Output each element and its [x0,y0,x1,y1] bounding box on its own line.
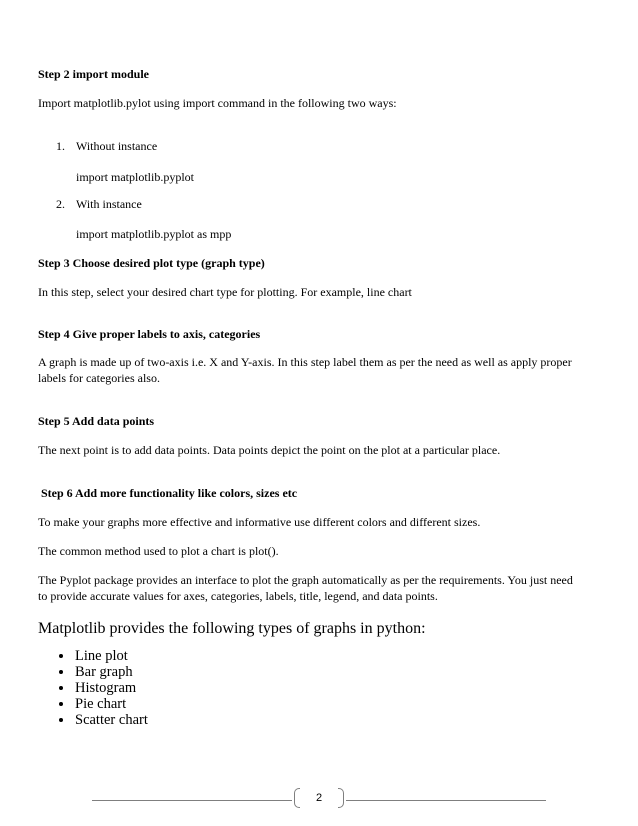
code-import-with-instance: import matplotlib.pyplot as mpp [76,227,232,241]
step6-text: To make your graphs more effective and informative use different colors and different sizes. [38,515,481,529]
list-item-label: Histogram [75,680,137,696]
step3-heading: Step 3 Choose desired plot type (graph type) [38,256,265,270]
list-item-label: Pie chart [75,696,127,712]
step4-text-line2: labels for categories also. [38,371,160,385]
page-number-bracket-left [294,788,300,808]
list-item-label: Without instance [76,139,158,153]
step4-heading: Step 4 Give proper labels to axis, categories [38,327,261,341]
step4-text-line1: A graph is made up of two-axis i.e. X and Y-axis. In this step label them as per the need as well as apply proper [38,355,572,369]
step5-heading: Step 5 Add data points [38,414,155,428]
list-item-label: Bar graph [75,664,133,680]
plot-method-text: The common method used to plot a chart is plot(). [38,544,279,558]
list-item-label: Line plot [75,648,128,664]
pyplot-text-line2: to provide accurate values for axes, categories, labels, title, legend, and data points. [38,589,438,603]
bullet-icon [59,686,63,690]
step2-heading: Step 2 import module [38,67,149,81]
footer-rule-right [346,800,546,801]
list-item-number: 2. [56,197,65,211]
bullet-icon [59,670,63,674]
step6-heading: Step 6 Add more functionality like colors, sizes etc [41,486,298,500]
bullet-icon [59,654,63,658]
list-item-number: 1. [56,139,65,153]
step5-text: The next point is to add data points. Data points depict the point on the plot at a particular place. [38,443,501,457]
graph-types-heading: Matplotlib provides the following types of graphs in python: [38,620,426,637]
bullet-icon [59,718,63,722]
page-number-bracket-right [338,788,344,808]
step2-intro: Import matplotlib.pylot using import command in the following two ways: [38,96,397,110]
list-item-label: With instance [76,197,142,211]
pyplot-text-line1: The Pyplot package provides an interface to plot the graph automatically as per the requirements. You just need [38,573,573,587]
footer-rule-left [92,800,292,801]
page-number: 2 [315,792,323,804]
code-import-without-instance: import matplotlib.pyplot [76,170,194,184]
bullet-icon [59,702,63,706]
list-item-label: Scatter chart [75,712,148,728]
step3-text: In this step, select your desired chart type for plotting. For example, line chart [38,285,412,299]
